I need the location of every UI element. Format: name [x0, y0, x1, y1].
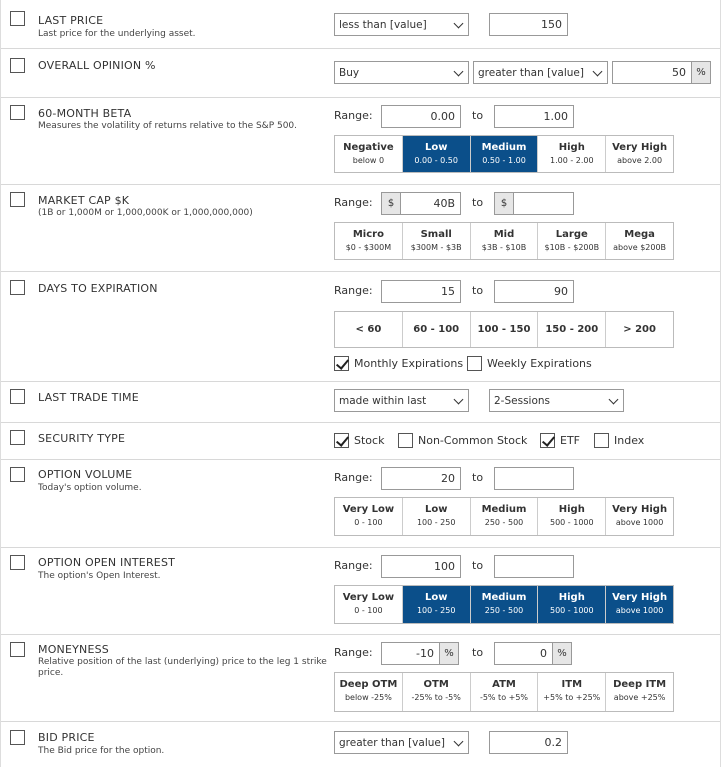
- beta-button-title: Negative: [343, 142, 394, 153]
- percent-addon: %: [691, 61, 711, 84]
- option-volume-title: OPTION VOLUME: [38, 468, 133, 481]
- open-interest-button-sub: 0 - 100: [354, 606, 383, 615]
- bid-price-condition-select[interactable]: [334, 731, 469, 754]
- market-cap-button-title: Mega: [624, 229, 655, 240]
- last-price-value-input[interactable]: 150: [489, 13, 568, 36]
- index-checkbox[interactable]: [594, 433, 609, 448]
- chevron-down-icon: [454, 737, 464, 747]
- market-cap-button-mid[interactable]: [471, 223, 539, 259]
- market-cap-subtitle: (1B or 1,000M or 1,000,000K or 1,000,000,000): [38, 208, 253, 218]
- filter-row-last-price: [1, 0, 720, 49]
- beta-button-sub: 0.50 - 1.00: [482, 156, 526, 165]
- bid-price-value-input[interactable]: 0.2: [489, 731, 568, 754]
- overall-opinion-condition-select[interactable]: [473, 61, 608, 84]
- option-volume-button-medium[interactable]: [471, 498, 539, 535]
- last-trade-time-sessions-value: 2-Sessions: [494, 395, 551, 407]
- beta-to-label: to: [472, 109, 484, 122]
- open-interest-button-sub: 100 - 250: [416, 606, 456, 615]
- option-volume-button-sub: 500 - 1000: [549, 518, 594, 527]
- chevron-down-icon: [454, 67, 464, 77]
- market-cap-title: MARKET CAP $K: [38, 194, 130, 207]
- market-cap-range-buttons: [334, 222, 674, 260]
- beta-title: 60-MONTH BETA: [38, 107, 132, 120]
- option-volume-button-sub: 100 - 250: [416, 518, 456, 527]
- bid-price-checkbox[interactable]: [10, 730, 25, 745]
- bid-price-subtitle: The Bid price for the option.: [38, 746, 165, 756]
- beta-button-title: High: [558, 142, 585, 153]
- option-volume-range-label: Range:: [334, 471, 373, 484]
- moneyness-button-itm[interactable]: [538, 673, 606, 711]
- moneyness-button-sub: -5% to +5%: [479, 693, 529, 702]
- option-volume-button-sub: 0 - 100: [354, 518, 383, 527]
- moneyness-to-label: to: [472, 646, 484, 659]
- bid-price-condition-value: greater than [value]: [339, 737, 445, 749]
- percent-addon: %: [552, 642, 572, 665]
- stock-label: Stock: [354, 434, 385, 447]
- open-interest-to-input[interactable]: [494, 555, 574, 578]
- filter-row-beta: [1, 97, 720, 185]
- filter-row-open-interest: [1, 547, 720, 635]
- moneyness-range-buttons: [334, 672, 674, 712]
- last-price-condition-select[interactable]: [334, 13, 469, 36]
- moneyness-button-atm[interactable]: [471, 673, 539, 711]
- option-volume-button-high[interactable]: [538, 498, 606, 535]
- moneyness-button-otm[interactable]: [403, 673, 471, 711]
- moneyness-button-deep-otm[interactable]: [335, 673, 403, 711]
- beta-range-buttons: [334, 135, 674, 173]
- dte-button-label: < 60: [355, 324, 382, 335]
- option-volume-to-label: to: [472, 471, 484, 484]
- chevron-down-icon: [593, 67, 603, 77]
- market-cap-button-micro[interactable]: [335, 223, 403, 259]
- dte-range-label: Range:: [334, 284, 373, 297]
- dte-button-label: 100 - 150: [477, 324, 531, 335]
- moneyness-button-sub: above +25%: [613, 693, 666, 702]
- moneyness-button-title: ITM: [561, 679, 583, 690]
- dte-button-60-100[interactable]: [403, 312, 471, 347]
- chevron-down-icon: [609, 395, 619, 405]
- option-volume-button-sub: 250 - 500: [484, 518, 524, 527]
- option-volume-button-title: High: [558, 504, 585, 515]
- percent-addon: %: [439, 642, 459, 665]
- market-cap-button-sub: $10B - $200B: [544, 243, 600, 252]
- monthly-expirations-label: Monthly Expirations: [354, 357, 464, 370]
- beta-button-sub: 0.00 - 0.50: [414, 156, 458, 165]
- open-interest-button-sub: 500 - 1000: [549, 606, 594, 615]
- security-type-checkbox[interactable]: [10, 430, 25, 445]
- days-to-expiration-title: DAYS TO EXPIRATION: [38, 282, 158, 295]
- chevron-down-icon: [454, 19, 464, 29]
- open-interest-button-sub: above 1000: [615, 606, 664, 615]
- moneyness-title: MONEYNESS: [38, 643, 109, 656]
- market-cap-button-title: Mid: [493, 229, 515, 240]
- open-interest-button-low[interactable]: [403, 586, 471, 623]
- option-volume-button-sub: above 1000: [615, 518, 664, 527]
- open-interest-title: OPTION OPEN INTEREST: [38, 556, 176, 569]
- open-interest-subtitle: The option's Open Interest.: [38, 571, 161, 581]
- filter-row-overall-opinion: [1, 48, 720, 98]
- stock-checkbox[interactable]: [334, 433, 349, 448]
- non-common-stock-checkbox[interactable]: [398, 433, 413, 448]
- filter-row-days-to-expiration: [1, 271, 720, 382]
- dte-button-gt-200[interactable]: [606, 312, 673, 347]
- bid-price-title: BID PRICE: [38, 731, 95, 744]
- market-cap-range-label: Range:: [334, 196, 373, 209]
- open-interest-button-medium[interactable]: [471, 586, 539, 623]
- last-price-subtitle: Last price for the underlying asset.: [38, 29, 196, 39]
- beta-button-very-high[interactable]: [606, 136, 673, 172]
- beta-to-input[interactable]: 1.00: [494, 105, 574, 128]
- option-volume-range-buttons: [334, 497, 674, 536]
- beta-button-sub: below 0: [352, 156, 385, 165]
- dte-button-100-150[interactable]: [471, 312, 539, 347]
- open-interest-button-title: Medium: [481, 592, 527, 603]
- open-interest-button-very-low[interactable]: [335, 586, 403, 623]
- beta-button-sub: 1.00 - 2.00: [549, 156, 594, 165]
- etf-checkbox[interactable]: [540, 433, 555, 448]
- open-interest-button-high[interactable]: [538, 586, 606, 623]
- last-price-checkbox[interactable]: [10, 11, 25, 26]
- dte-range-buttons: [334, 311, 674, 348]
- last-trade-time-checkbox[interactable]: [10, 389, 25, 404]
- dte-to-label: to: [472, 284, 484, 297]
- beta-button-low[interactable]: [403, 136, 471, 172]
- monthly-expirations-checkbox[interactable]: [334, 356, 349, 371]
- moneyness-button-title: Deep ITM: [613, 679, 667, 690]
- filter-row-last-trade-time: [1, 381, 720, 423]
- option-volume-button-very-low[interactable]: [335, 498, 403, 535]
- last-trade-time-sessions-select[interactable]: [489, 389, 624, 412]
- dte-button-label: 150 - 200: [545, 324, 599, 335]
- option-volume-button-very-high[interactable]: [606, 498, 673, 535]
- moneyness-subtitle: Relative position of the last (underlying) price to the leg 1 strike price.: [38, 657, 327, 678]
- dte-button-150-200[interactable]: [538, 312, 606, 347]
- open-interest-from-input[interactable]: 100: [381, 555, 461, 578]
- open-interest-button-title: Very High: [612, 592, 668, 603]
- market-cap-button-title: Small: [420, 229, 452, 240]
- option-volume-button-low[interactable]: [403, 498, 471, 535]
- weekly-expirations-label: Weekly Expirations: [487, 357, 592, 370]
- moneyness-button-title: Deep OTM: [339, 679, 398, 690]
- last-trade-time-condition-select[interactable]: [334, 389, 469, 412]
- filter-row-option-volume: [1, 459, 720, 548]
- moneyness-button-title: ATM: [492, 679, 516, 690]
- dollar-addon: $: [494, 192, 514, 215]
- dte-from-input[interactable]: 15: [381, 280, 461, 303]
- last-trade-time-title: LAST TRADE TIME: [38, 391, 139, 404]
- filter-row-security-type: [1, 422, 720, 460]
- market-cap-to-input[interactable]: [513, 192, 574, 215]
- open-interest-button-sub: 250 - 500: [484, 606, 524, 615]
- open-interest-button-title: Low: [424, 592, 448, 603]
- beta-button-high[interactable]: [538, 136, 606, 172]
- market-cap-from-input[interactable]: 40B: [400, 192, 461, 215]
- option-volume-button-title: Very High: [612, 504, 668, 515]
- beta-button-medium[interactable]: [471, 136, 539, 172]
- moneyness-button-deep-itm[interactable]: [606, 673, 673, 711]
- moneyness-button-title: OTM: [423, 679, 449, 690]
- moneyness-button-sub: below -25%: [344, 693, 392, 702]
- market-cap-button-title: Micro: [352, 229, 384, 240]
- beta-subtitle: Measures the volatility of returns relative to the S&P 500.: [38, 121, 298, 131]
- filter-row-moneyness: [1, 634, 720, 722]
- market-cap-to-label: to: [472, 196, 484, 209]
- option-volume-to-input[interactable]: [494, 467, 574, 490]
- open-interest-range-buttons: [334, 585, 674, 624]
- open-interest-button-title: High: [558, 592, 585, 603]
- market-cap-checkbox[interactable]: [10, 192, 25, 207]
- option-volume-button-title: Medium: [481, 504, 527, 515]
- last-trade-time-condition-value: made within last: [339, 395, 427, 407]
- filter-row-bid-price: [1, 721, 720, 767]
- dte-button-lt-60[interactable]: [335, 312, 403, 347]
- beta-from-input[interactable]: 0.00: [381, 105, 461, 128]
- last-price-title: LAST PRICE: [38, 14, 104, 27]
- days-to-expiration-checkbox[interactable]: [10, 280, 25, 295]
- option-volume-button-title: Very Low: [342, 504, 395, 515]
- moneyness-button-sub: -25% to -5%: [411, 693, 461, 702]
- market-cap-button-sub: $3B - $10B: [481, 243, 527, 252]
- overall-opinion-select[interactable]: [334, 61, 469, 84]
- dte-to-input[interactable]: 90: [494, 280, 574, 303]
- beta-range-label: Range:: [334, 109, 373, 122]
- open-interest-to-label: to: [472, 559, 484, 572]
- market-cap-button-sub: above $200B: [613, 243, 667, 252]
- dte-button-label: 60 - 100: [413, 324, 460, 335]
- market-cap-button-sub: $300M - $3B: [410, 243, 462, 252]
- filter-row-market-cap: [1, 184, 720, 272]
- non-common-stock-label: Non-Common Stock: [418, 434, 528, 447]
- moneyness-button-sub: +5% to +25%: [543, 693, 601, 702]
- dollar-addon: $: [381, 192, 401, 215]
- open-interest-button-title: Very Low: [342, 592, 395, 603]
- dte-button-label: > 200: [623, 324, 656, 335]
- option-volume-button-title: Low: [424, 504, 448, 515]
- open-interest-range-label: Range:: [334, 559, 373, 572]
- beta-button-title: Medium: [481, 142, 527, 153]
- overall-opinion-condition-value: greater than [value]: [478, 67, 584, 79]
- moneyness-from-input[interactable]: -10: [381, 642, 440, 665]
- market-cap-button-small[interactable]: [403, 223, 471, 259]
- beta-button-title: Very High: [612, 142, 668, 153]
- etf-label: ETF: [560, 434, 580, 447]
- moneyness-checkbox[interactable]: [10, 642, 25, 657]
- weekly-expirations-checkbox[interactable]: [467, 356, 482, 371]
- option-volume-checkbox[interactable]: [10, 467, 25, 482]
- beta-button-sub: above 2.00: [617, 156, 663, 165]
- open-interest-button-very-high[interactable]: [606, 586, 673, 623]
- moneyness-range-label: Range:: [334, 646, 373, 659]
- market-cap-button-title: Large: [555, 229, 588, 240]
- overall-opinion-title: OVERALL OPINION %: [38, 59, 156, 72]
- security-type-title: SECURITY TYPE: [38, 432, 126, 445]
- option-volume-from-input[interactable]: 20: [381, 467, 461, 490]
- index-label: Index: [614, 434, 645, 447]
- market-cap-button-large[interactable]: [538, 223, 606, 259]
- chevron-down-icon: [454, 395, 464, 405]
- market-cap-button-sub: $0 - $300M: [345, 243, 392, 252]
- beta-checkbox[interactable]: [10, 105, 25, 120]
- overall-opinion-checkbox[interactable]: [10, 58, 25, 73]
- open-interest-checkbox[interactable]: [10, 555, 25, 570]
- overall-opinion-value: Buy: [339, 67, 360, 79]
- last-price-condition-value: less than [value]: [339, 19, 427, 31]
- option-volume-subtitle: Today's option volume.: [38, 483, 142, 493]
- beta-button-negative[interactable]: [335, 136, 403, 172]
- beta-button-title: Low: [424, 142, 448, 153]
- overall-opinion-value-input[interactable]: 50: [612, 61, 692, 84]
- moneyness-to-input[interactable]: 0: [494, 642, 553, 665]
- market-cap-button-mega[interactable]: [606, 223, 673, 259]
